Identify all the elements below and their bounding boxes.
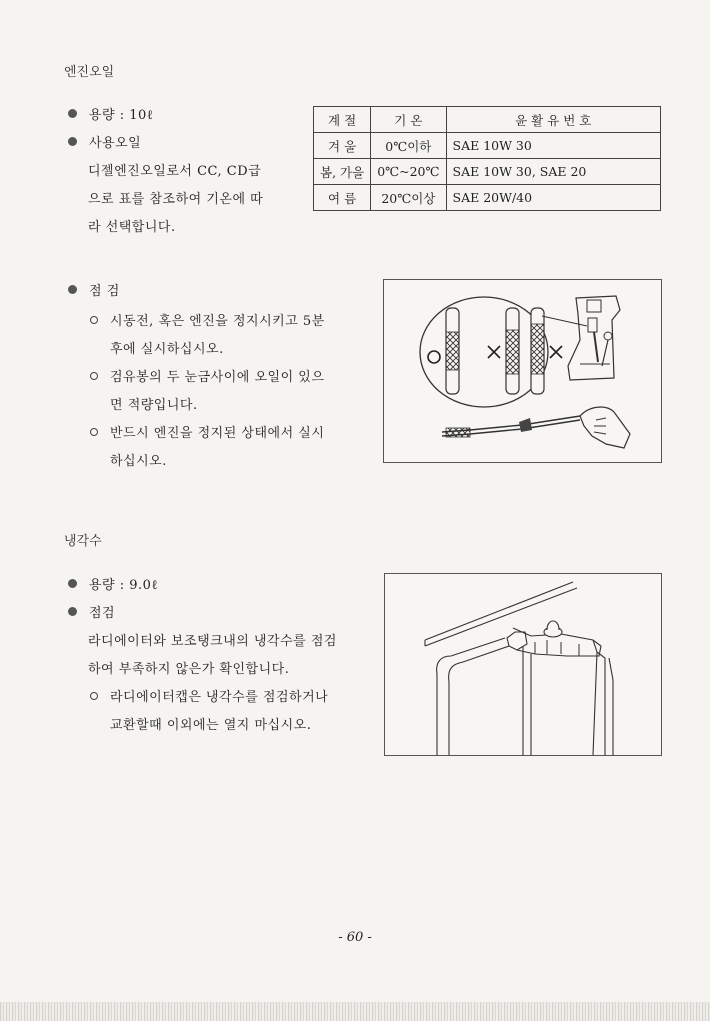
table-cell: SAE 20W/40 [446,185,661,211]
dipstick-illustration [383,279,662,463]
table-row [314,159,661,185]
table-cell: 0℃이하 [371,133,446,159]
table-cell: 겨 울 [314,133,371,159]
section-title-engine-oil: 엔진오일 [64,65,115,80]
bullet-dot-icon [68,607,77,616]
bullet-inspection [68,280,120,299]
coolant-item: 라디에이터캡은 냉각수를 점검하거나 [90,686,328,705]
circle-bullet-icon [90,692,98,700]
bullet-oil-use [68,132,141,151]
circle-bullet-icon [90,372,98,380]
inspection-item-1: 시동전, 혹은 엔진을 정지시키고 5분 [90,310,325,329]
table-cell: 봄, 가을 [314,159,371,185]
page-number: - 60 - [338,930,372,945]
bullet-coolant-capacity: 용량 : 9.0ℓ [68,574,158,593]
table-header-cell: 기 온 [371,107,446,133]
oil-desc-line-3: 라 선택합니다. [88,220,176,235]
radiator-drawing-icon [385,574,661,755]
oil-use-text: 사용오일 [89,136,142,151]
dipstick-drawing-icon [384,280,661,462]
inspection-item-3-cont: 하십시오. [110,454,167,469]
table-cell: 0℃~20℃ [371,159,446,185]
bullet-dot-icon [68,285,77,294]
table-header-cell: 윤 활 유 번 호 [446,107,661,133]
oil-desc-line-2: 으로 표를 참조하여 기온에 따 [88,192,264,207]
bullet-dot-icon [68,137,77,146]
circle-bullet-icon [90,428,98,436]
circle-bullet-icon [90,316,98,324]
inspection-item-2: 검유봉의 두 눈금사이에 오일이 있으 [90,366,324,385]
inspection-title: 점 검 [89,284,120,299]
oil-grade-table [313,106,661,211]
section-title-coolant: 냉각수 [64,534,102,549]
oil-desc-line-1: 디젤엔진오일로서 CC, CD급 [88,164,262,179]
table-cell: SAE 10W 30 [446,133,661,159]
table-cell: SAE 10W 30, SAE 20 [446,159,661,185]
table-header-cell: 계 절 [314,107,371,133]
inspection-item-2-cont: 면 적량입니다. [110,398,198,413]
bullet-dot-icon [68,579,77,588]
coolant-desc-line-1: 라디에이터와 보조탱크내의 냉각수를 점검 [88,634,337,649]
table-cell: 여 름 [314,185,371,211]
radiator-illustration [384,573,662,756]
table-row [314,133,661,159]
bullet-coolant-inspection: 점검 [68,602,115,621]
inspection-item-1-cont: 후에 실시하십시오. [110,342,224,357]
capacity-text: 용량 : 10ℓ [89,108,154,123]
scan-artifact-strip [0,1002,710,1021]
coolant-desc-line-2: 하여 부족하지 않은가 확인합니다. [88,662,290,677]
table-cell: 20℃이상 [371,185,446,211]
bullet-capacity [68,104,154,123]
inspection-item-3: 반드시 엔진을 정지된 상태에서 실시 [90,422,324,441]
coolant-item-cont: 교환할때 이외에는 열지 마십시오. [110,718,312,733]
table-header-row [314,107,661,133]
table-row [314,185,661,211]
bullet-dot-icon [68,109,77,118]
